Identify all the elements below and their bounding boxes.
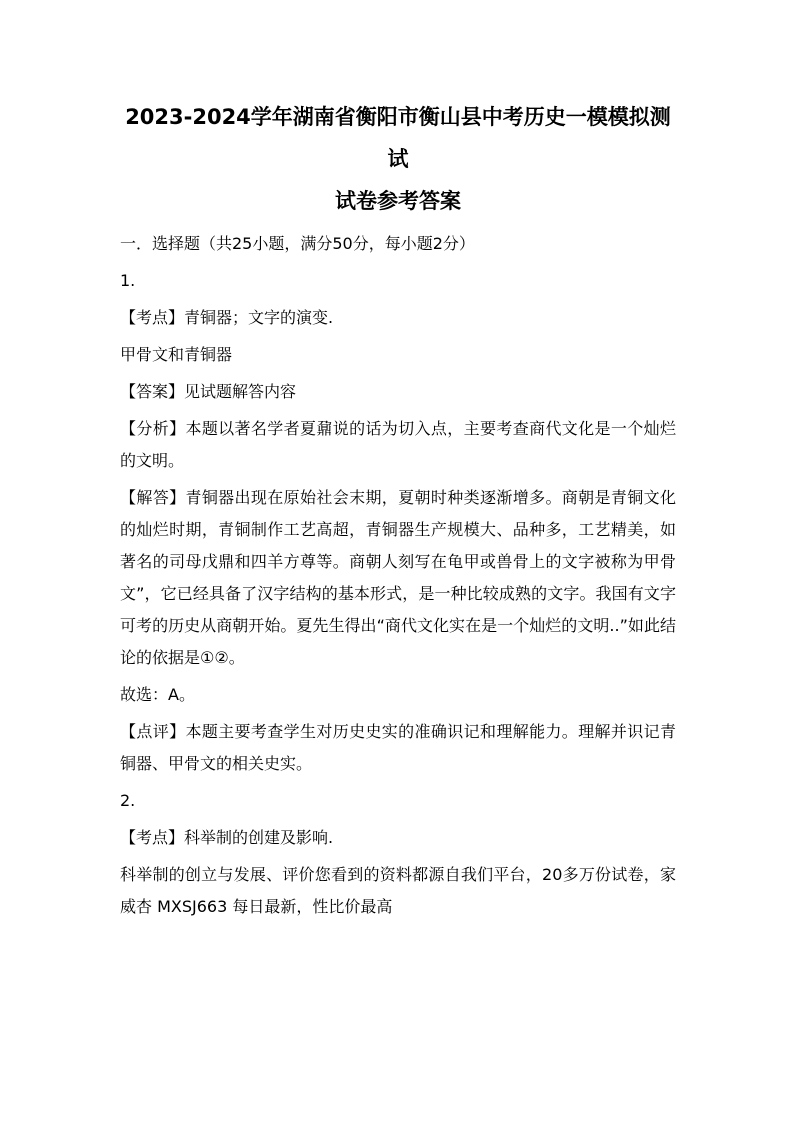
- question-choice: 故选：A。: [120, 685, 195, 704]
- question-2: [120, 785, 676, 923]
- question-kaodian: 【考点】科举制的创建及影响.: [120, 828, 334, 847]
- question-topic: 甲骨文和青铜器: [120, 345, 233, 364]
- title-line-2: 试卷参考答案: [335, 189, 461, 213]
- question-number: 1.: [120, 271, 136, 290]
- section-heading: 一．选择题（共25小题，满分50分，每小题2分）: [120, 234, 475, 253]
- question-number: 2.: [120, 791, 136, 810]
- question-answer: 【答案】见试题解答内容: [120, 382, 297, 401]
- question-topic: 科举制的创立与发展、评价您看到的资料都源自我们平台，20多万份试卷，家威杏 MXSJ663 每日最新，性比价最高: [120, 865, 676, 916]
- question-solution: 【解答】青铜器出现在原始社会末期，夏朝时种类逐渐增多。商朝是青铜文化的灿烂时期，青铜制作工艺高超，青铜器生产规模大、品种多，工艺精美，如著名的司母戊鼎和四羊方尊等。商朝人刻写在龟甲或兽骨上的文字被称为甲骨文”，它已经具备了汉字结构的基本形式，是一种比较成熟的文字。我国有文字可考的历史从商朝开始。夏先生得出“商代文化实在是一个灿烂的文明..”如此结论的依据是①②。: [120, 488, 676, 667]
- document-title: [120, 96, 676, 222]
- question-comment: 【点评】本题主要考查学生对历史史实的准确识记和理解能力。理解并识记青铜器、甲骨文的相关史实。: [120, 722, 676, 773]
- question-analysis: 【分析】本题以著名学者夏鼐说的话为切入点，主要考查商代文化是一个灿烂的文明。: [120, 419, 676, 470]
- title-line-1: 2023-2024学年湖南省衡阳市衡山县中考历史一模模拟测试: [125, 105, 671, 171]
- question-kaodian: 【考点】青铜器；文字的演变.: [120, 308, 334, 327]
- question-1: [120, 265, 676, 780]
- document-page: [120, 96, 676, 928]
